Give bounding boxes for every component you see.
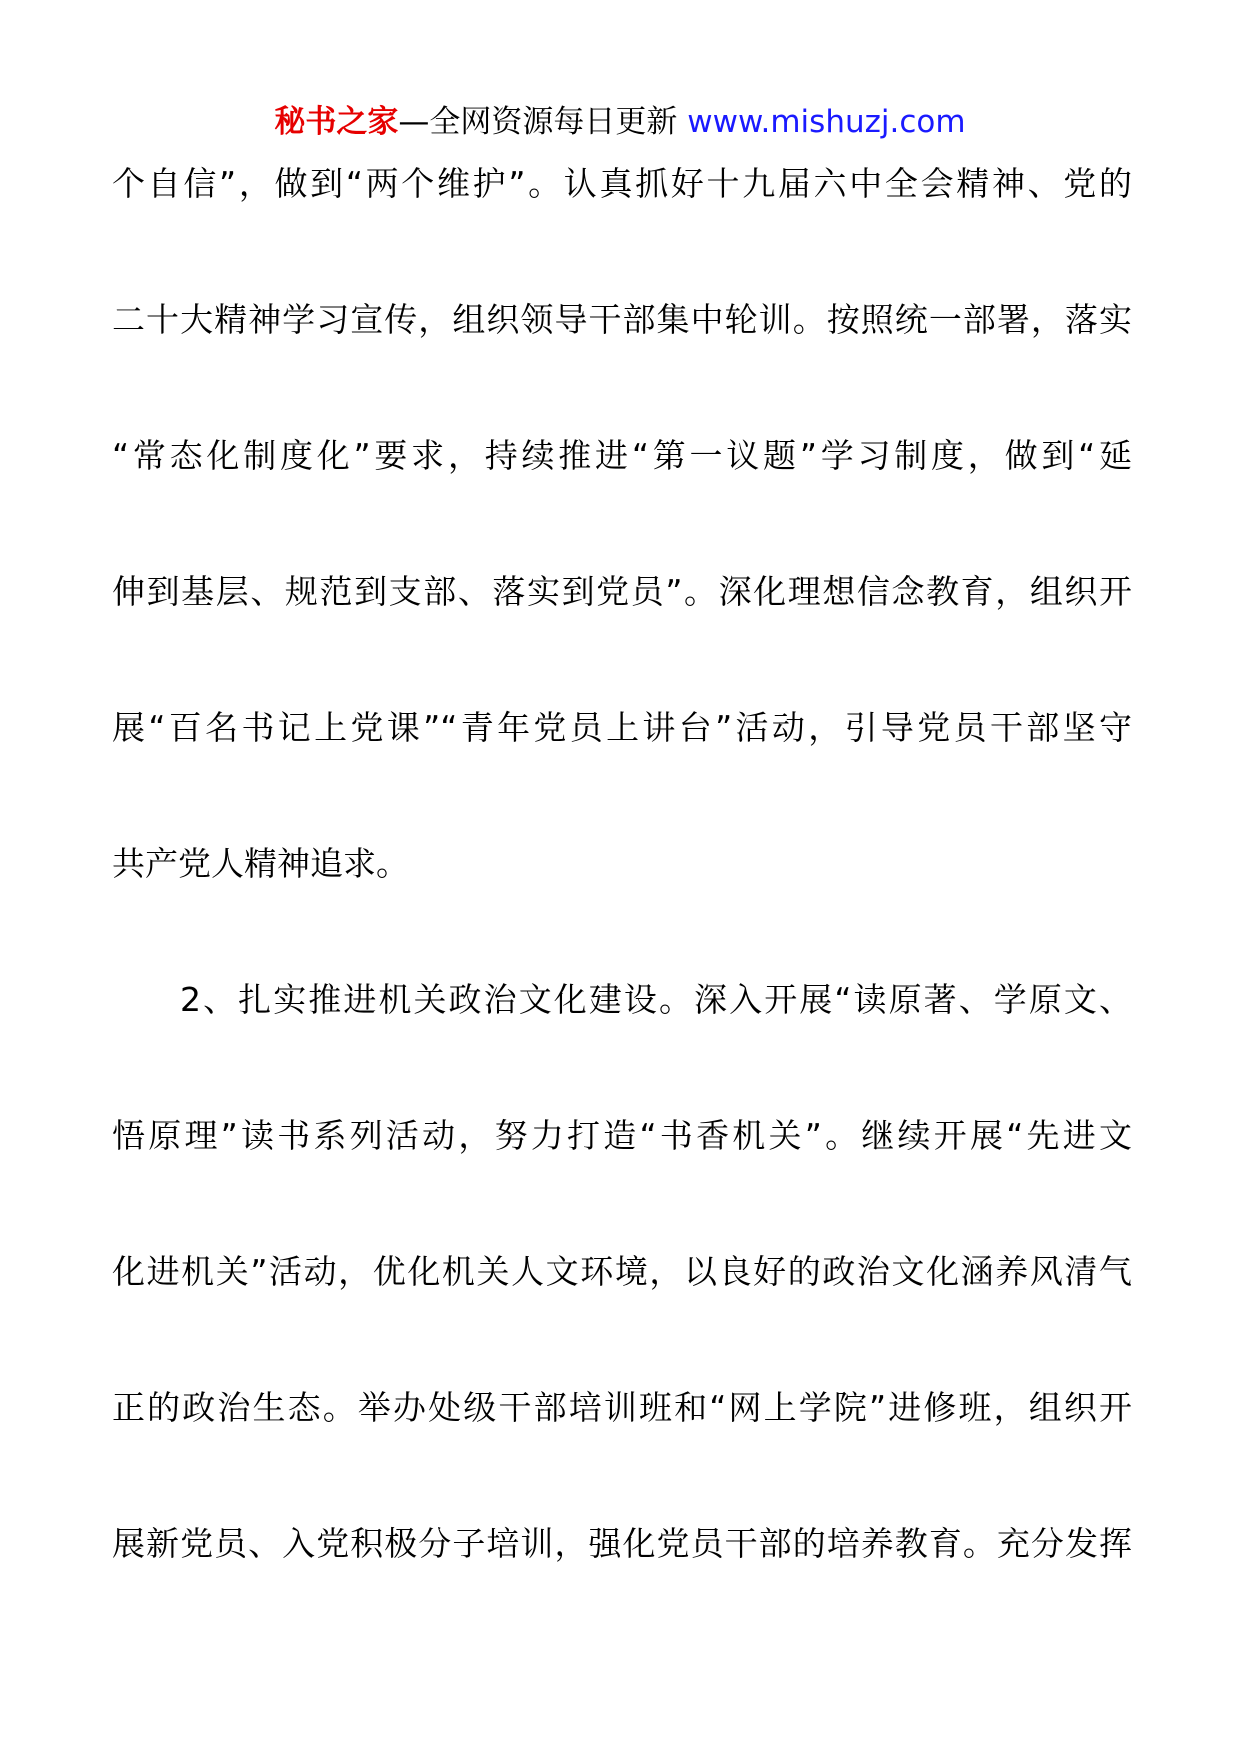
page-header (0, 100, 1240, 144)
text-line: 伸到基层、规范到支部、落实到党员”。深化理想信念教育，组织开 (112, 572, 1132, 611)
paragraph-1 (112, 162, 1132, 978)
text-line: 2、扎实推进机关政治文化建设。深入开展“读原著、学原文、 (180, 980, 1132, 1019)
website-url[interactable]: www.mishuzj.com (687, 104, 966, 140)
text-line: 正的政治生态。举办处级干部培训班和“网上学院”进修班，组织开 (112, 1388, 1132, 1427)
paragraph-2 (112, 978, 1132, 1658)
text-line: 展新党员、入党积极分子培训，强化党员干部的培养教育。充分发挥 (112, 1524, 1132, 1563)
brand-name: 秘书之家 (274, 104, 399, 140)
text-line: 化进机关”活动，优化机关人文环境，以良好的政治文化涵养风清气 (112, 1252, 1132, 1291)
text-line: 二十大精神学习宣传，组织领导干部集中轮训。按照统一部署，落实 (112, 300, 1132, 339)
text-line: 悟原理”读书系列活动，努力打造“书香机关”。继续开展“先进文 (112, 1116, 1132, 1155)
text-line: 共产党人精神追求。 (112, 844, 409, 883)
text-line: 展“百名书记上党课”“青年党员上讲台”活动，引导党员干部坚守 (112, 708, 1132, 747)
text-line: 个自信”，做到“两个维护”。认真抓好十九届六中全会精神、党的 (112, 164, 1132, 203)
text-line: “常态化制度化”要求，持续推进“第一议题”学习制度，做到“延 (112, 436, 1132, 475)
header-slogan: —全网资源每日更新 (398, 104, 688, 140)
document-body (112, 162, 1132, 1658)
